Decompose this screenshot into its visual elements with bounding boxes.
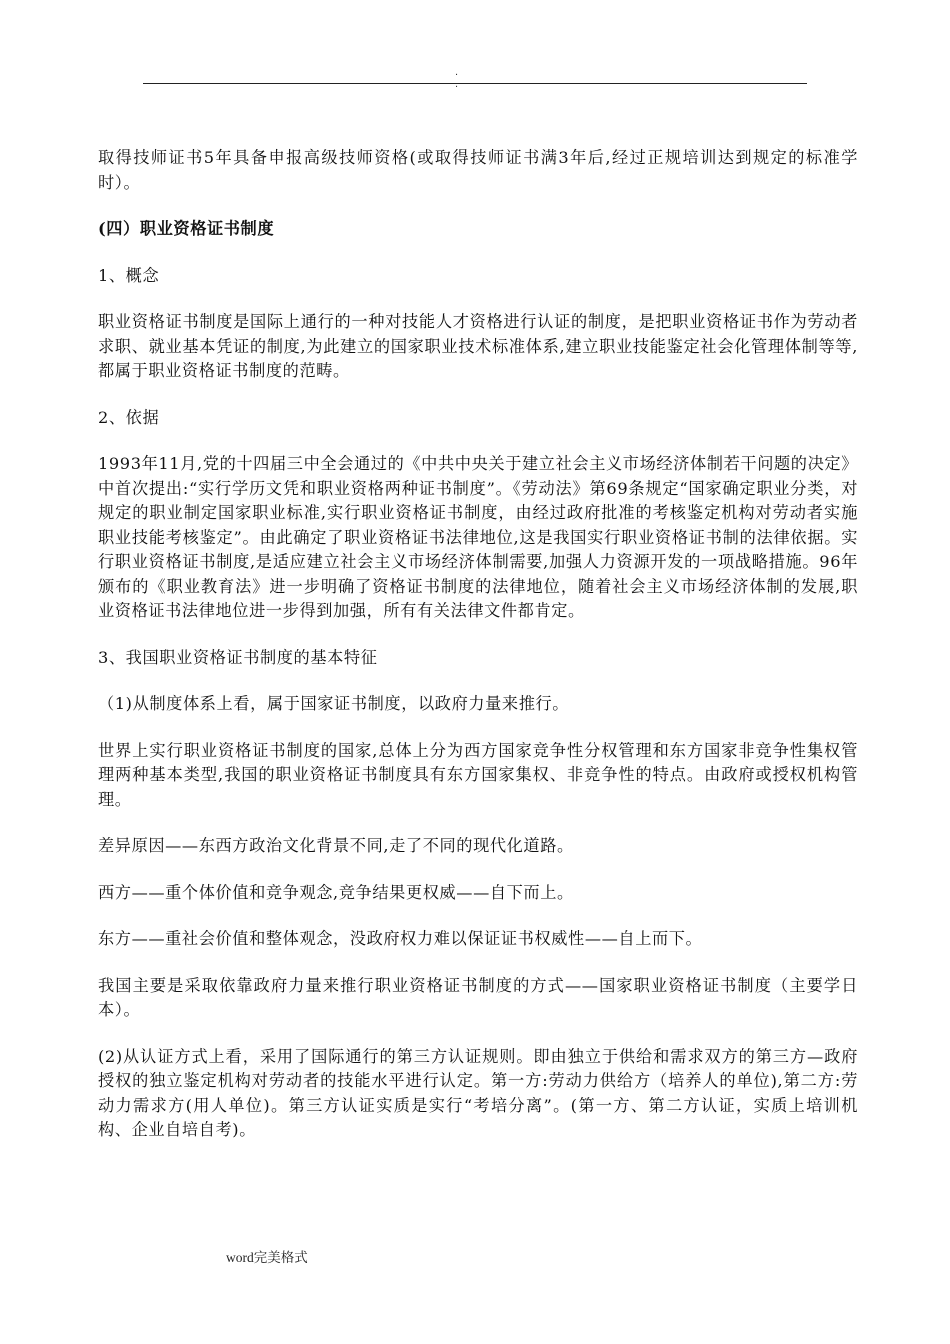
subheading-features: 3、我国职业资格证书制度的基本特征 (98, 647, 378, 667)
subheading-basis: 2、依据 (98, 407, 160, 427)
section-heading: (四）职业资格证书制度 (98, 219, 275, 238)
subheading-concept: 1、概念 (98, 265, 160, 285)
paragraph-feature-1: （1)从制度体系上看，属于国家证书制度，以政府力量来推行。 (98, 694, 570, 713)
header-rule (143, 83, 807, 84)
paragraph-basis: 1993年11月,党的十四届三中全会通过的《中共中央关于建立社会主义市场经济体制若干问题的决定》中首次提出:“实行学历文凭和职业资格两种证书制度”。《劳动法》第69条规定“国家确定职业分类，对规定的职业制定国家职业标准,实行职业资格证书制度，由经过政府批准的考核鉴定机构对劳动者实施职业技能考核鉴定”。由此确定了职业资格证书法律地位,这是我国实行职业资格证书制的法律依据。实行职业资格证书制度,是适应建立社会主义市场经济体制需要,加强人力资源开发的一项战略措施。96年颁布的《职业教育法》进一步明确了资格证书制度的法律地位，随着社会主义市场经济体制的发展,职业资格证书法律地位进一步得到加强，所有有关法律文件都肯定。 (98, 454, 858, 620)
paragraph-concept: 职业资格证书制度是国际上通行的一种对技能人才资格进行认证的制度，是把职业资格证书作为劳动者求职、就业基本凭证的制度,为此建立的国家职业技术标准体系,建立职业技能鉴定社会化管理体制等等,都属于职业资格证书制度的范畴。 (98, 312, 858, 380)
paragraph-difference: 差异原因——东西方政治文化背景不同,走了不同的现代化道路。 (98, 836, 574, 855)
paragraph-world: 世界上实行职业资格证书制度的国家,总体上分为西方国家竞争性分权管理和东方国家非竞争性集权管理两种基本类型,我国的职业资格证书制度具有东方国家集权、非竞争性的特点。由政府或授权机构管理。 (98, 740, 858, 809)
paragraph-east: 东方——重社会价值和整体观念，没政府权力难以保证证书权威性——自上而下。 (98, 929, 703, 948)
document-body (98, 146, 858, 1165)
footer-text: word完美格式 (226, 1250, 308, 1265)
paragraph-feature-2: (2)从认证方式上看，采用了国际通行的第三方认证规则。即由独立于供给和需求双方的第三方—政府授权的独立鉴定机构对劳动者的技能水平进行认定。第一方:劳动力供给方（培养人的单位),第二方:劳动力需求方(用人单位)。第三方认证实质是实行“考培分离”。(第一方、第二方认证，实质上培训机构、企业自培自考)。 (98, 1046, 858, 1139)
header-dots: . . (455, 66, 485, 90)
paragraph-china: 我国主要是采取依靠政府力量来推行职业资格证书制度的方式——国家职业资格证书制度（主要学日本）。 (98, 975, 858, 1019)
paragraph-west: 西方——重个体价值和竞争观念,竞争结果更权威——自下而上。 (98, 882, 574, 902)
paragraph-intro: 取得技师证书5年具备申报高级技师资格(或取得技师证书满3年后,经过正规培训达到规定的标准学时）。 (98, 148, 858, 192)
